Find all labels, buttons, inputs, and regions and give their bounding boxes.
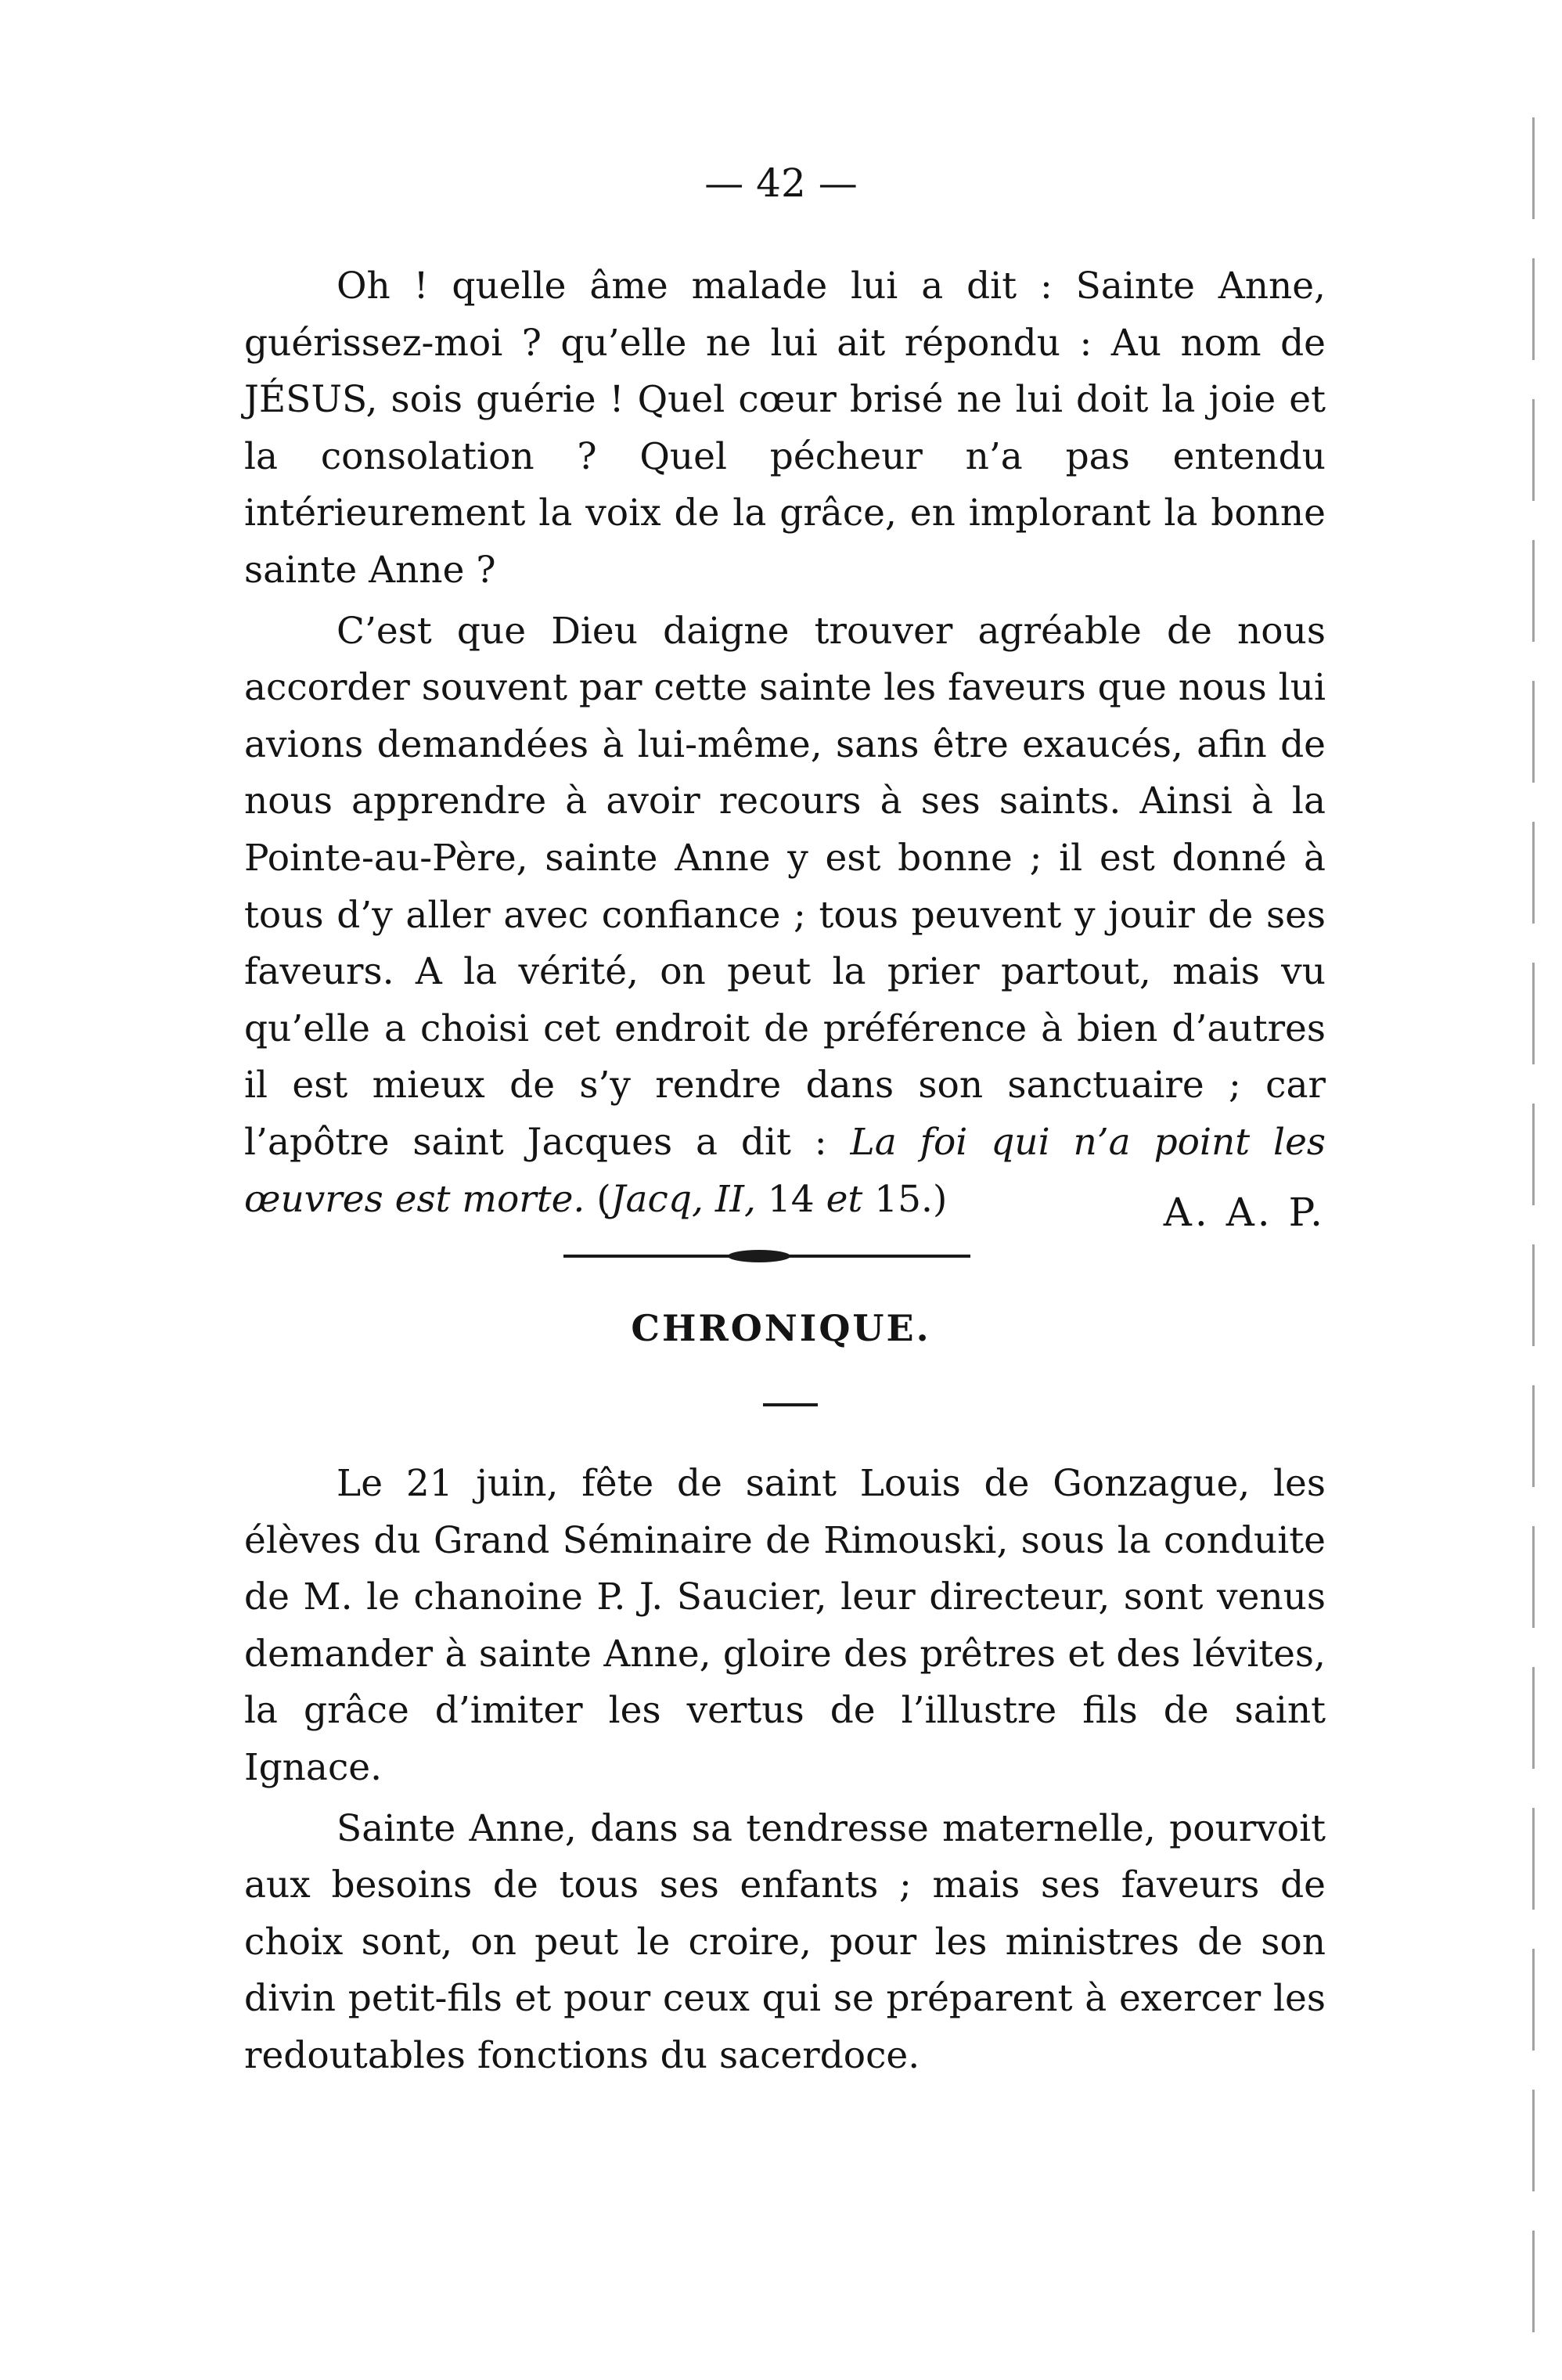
page-number: — 42 — (704, 160, 858, 206)
scripture-citation: (Jacq, II, 14 et 15.) (596, 1177, 948, 1221)
article-paragraph-1: Oh ! quelle âme malade lui a dit : Sainte Anne, guérissez-moi ? qu’elle ne lui ait répondu : Au nom de JÉSUS, sois guérie ! Quel cœur brisé ne lui doit la joie et la consolation ? Quel pécheur n’a pas entendu intérieurement la voix de la grâce, en implorant la bonne sainte Anne ? (244, 265, 1326, 592)
divider-ornament (728, 1250, 790, 1262)
article-paragraph-2-text: C’est que Dieu daigne trouver agréable de nous accorder souvent par cette sainte les faveurs que nous lui avions demandées à lui-même, sans être exaucés, afin de nous apprendre à avoir recours à ses saints. Ainsi à la Pointe-au-Père, sainte Anne y est bonne ; il est donné à tous d’y aller avec confiance ; tous peuvent y jouir de ses faveurs. A la vérité, on peut la prier partout, mais vu qu’elle a choisi cet endroit de préférence à bien d’autres il est mieux de s’y rendre dans son sanctuaire ; car l’apôtre saint Jacques a dit : (244, 609, 1326, 1164)
signature: A. A. P. (1163, 1190, 1326, 1235)
chronicle-paragraph-1: Le 21 juin, fête de saint Louis de Gonzague, les élèves du Grand Séminaire de Rimouski, sous la conduite de M. le chanoine P. J. Saucier, leur directeur, sont venus demander à sainte Anne, gloire des prêtres et des lévites, la grâce d’imiter les vertus de l’illustre fils de saint Ignace. (244, 1462, 1326, 1789)
article-body (244, 258, 1326, 1228)
chronicle-body (244, 1456, 1326, 2085)
page-edge-mark (1532, 117, 1535, 2356)
chronicle-paragraph-2: Sainte Anne, dans sa tendresse maternelle, pourvoit aux besoins de tous ses enfants ; mais ses faveurs de choix sont, on peut le croire, pour les ministres de son divin petit-fils et pour ceux qui se préparent à exercer les redoutables fonctions du sacerdoce. (244, 1806, 1326, 2077)
scripture-quote: La foi qui n’a point les œuvres est morte. (244, 1120, 1326, 1221)
section-heading: CHRONIQUE. (631, 1307, 931, 1349)
heading-rule (763, 1403, 818, 1406)
article-paragraph-2 (244, 603, 1326, 1229)
